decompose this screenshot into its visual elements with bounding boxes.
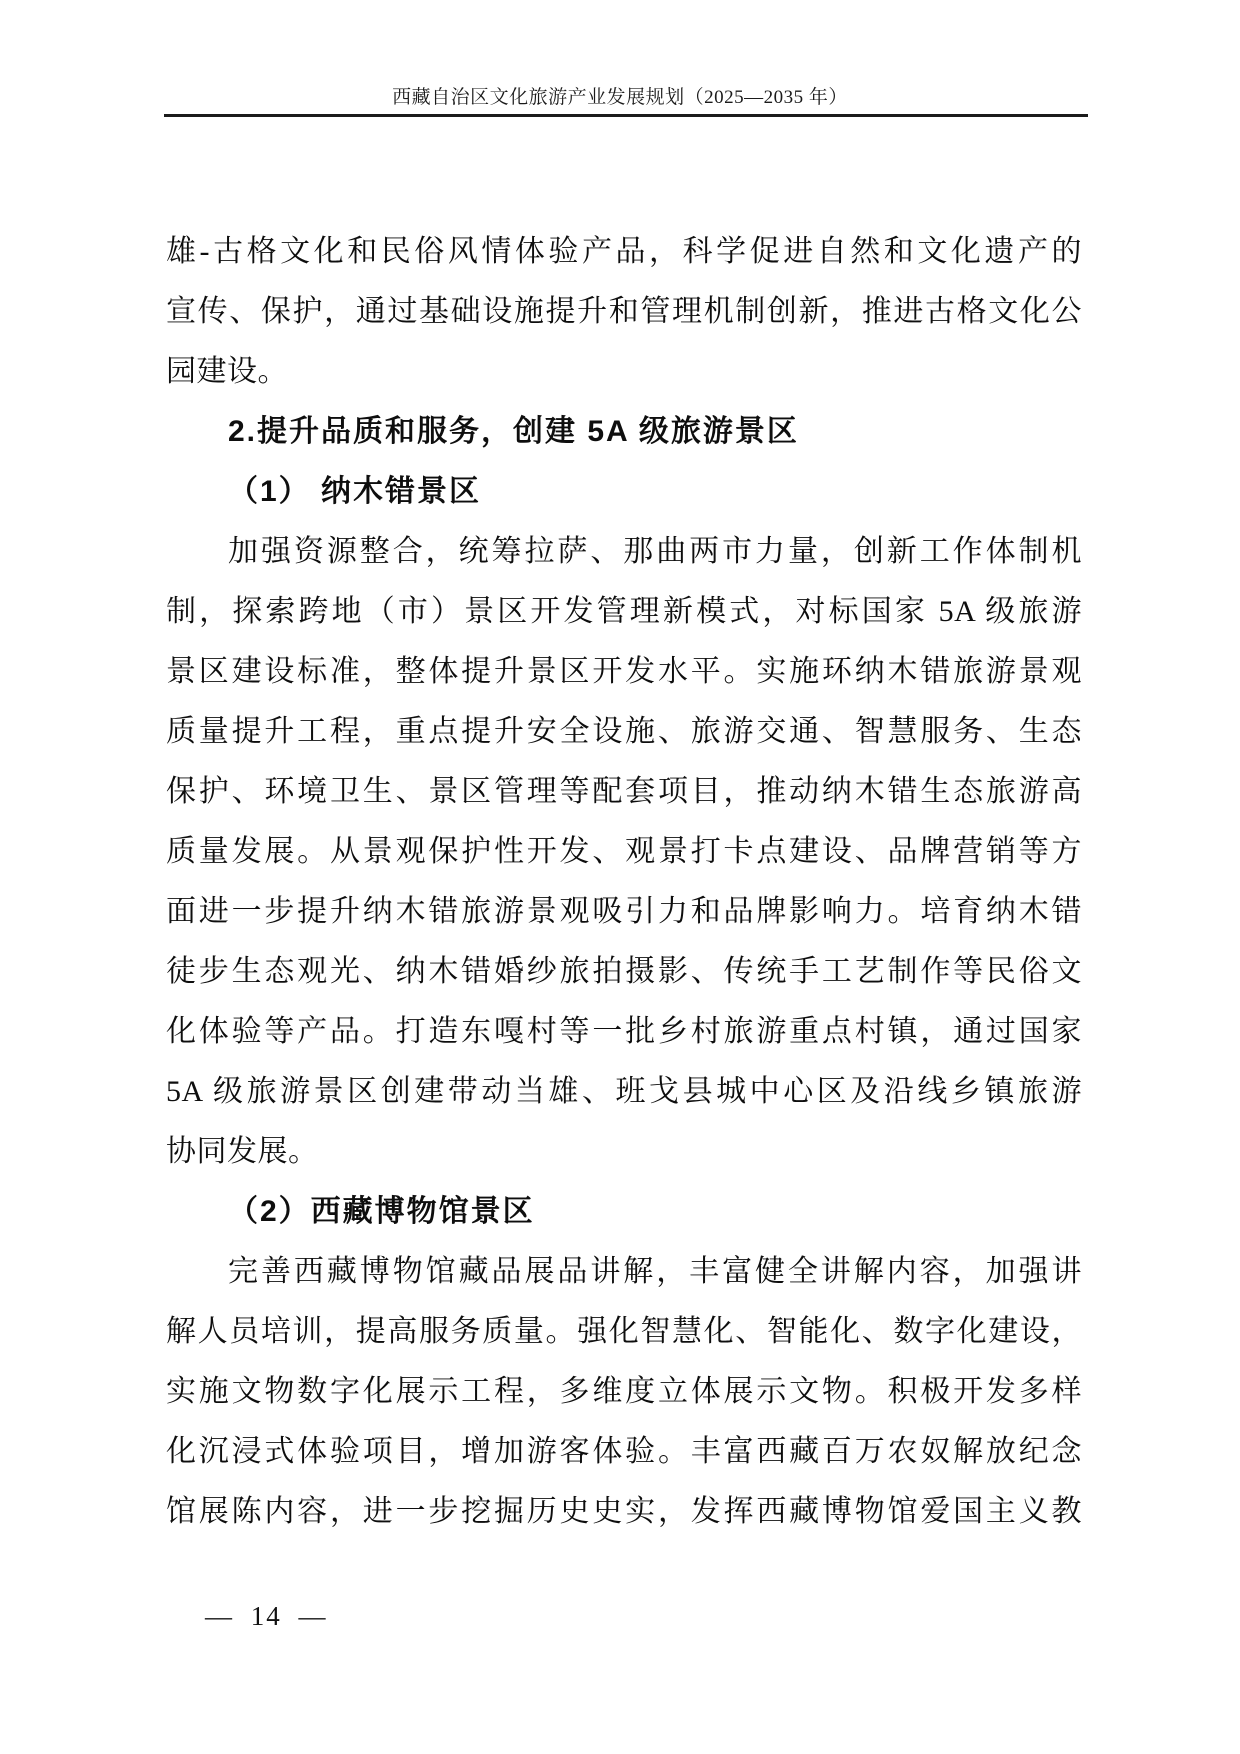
body-line: 雄-古格文化和民俗风情体验产品，科学促进自然和文化遗产的 [166, 235, 1082, 268]
body-line: 景区建设标准，整体提升景区开发水平。实施环纳木错旅游景观 [166, 655, 1082, 688]
body-line: 加强资源整合，统筹拉萨、那曲两市力量，创新工作体制机 [228, 535, 1082, 568]
body-line: 协同发展。 [166, 1135, 319, 1168]
section-heading: 2.提升品质和服务，创建 5A 级旅游景区 [228, 415, 799, 448]
body-line: 馆展陈内容，进一步挖掘历史史实，发挥西藏博物馆爱国主义教 [166, 1495, 1082, 1528]
running-header-title: 西藏自治区文化旅游产业发展规划（2025—2035 年） [392, 87, 848, 108]
document-body [166, 222, 1082, 1542]
body-line: 质量提升工程，重点提升安全设施、旅游交通、智慧服务、生态 [166, 715, 1082, 748]
body-line: 保护、环境卫生、景区管理等配套项目，推动纳木错生态旅游高 [166, 775, 1082, 808]
body-line: 园建设。 [166, 355, 288, 388]
body-line: 宣传、保护，通过基础设施提升和管理机制创新，推进古格文化公 [166, 295, 1082, 328]
header-rule-divider [164, 114, 1088, 117]
body-line: 制，探索跨地（市）景区开发管理新模式，对标国家 5A 级旅游 [166, 595, 1082, 628]
page-number: — 14 — [205, 1601, 328, 1631]
subsection-heading: （1） 纳木错景区 [228, 475, 482, 508]
body-line: 徒步生态观光、纳木错婚纱旅拍摄影、传统手工艺制作等民俗文 [166, 955, 1082, 988]
body-line: 5A 级旅游景区创建带动当雄、班戈县城中心区及沿线乡镇旅游 [166, 1075, 1082, 1108]
body-line: 实施文物数字化展示工程，多维度立体展示文物。积极开发多样 [166, 1375, 1082, 1408]
body-line: 完善西藏博物馆藏品展品讲解，丰富健全讲解内容，加强讲 [228, 1255, 1082, 1288]
body-line: 解人员培训，提高服务质量。强化智慧化、智能化、数字化建设， [166, 1315, 1082, 1348]
body-line: 质量发展。从景观保护性开发、观景打卡点建设、品牌营销等方 [166, 835, 1082, 868]
body-line: 化体验等产品。打造东嘎村等一批乡村旅游重点村镇，通过国家 [166, 1015, 1082, 1048]
body-line: 面进一步提升纳木错旅游景观吸引力和品牌影响力。培育纳木错 [166, 895, 1082, 928]
subsection-heading: （2）西藏博物馆景区 [228, 1195, 535, 1228]
body-line: 化沉浸式体验项目，增加游客体验。丰富西藏百万农奴解放纪念 [166, 1435, 1082, 1468]
